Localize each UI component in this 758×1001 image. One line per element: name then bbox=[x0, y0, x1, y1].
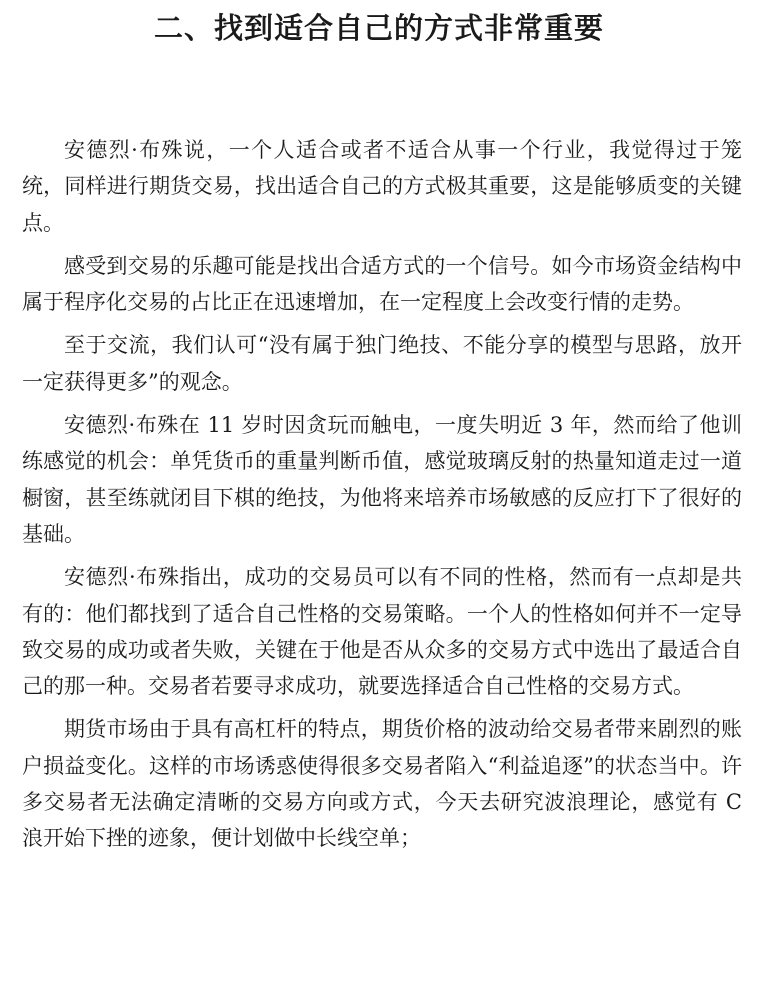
paragraph-5: 安德烈·布殊指出，成功的交易员可以有不同的性格，然而有一点却是共有的：他们都找到了适合自己性格的交易策略。一个人的性格如何并不一定导致交易的成功或者失败，关键在于他是否从众多的交易方式中选出了最适合自己的那一种。交易者若要寻求成功，就要选择适合自己性格的交易方式。 bbox=[22, 565, 742, 699]
paragraph-1: 安德烈·布殊说，一个人适合或者不适合从事一个行业，我觉得过于笼统，同样进行期货交易，找出适合自己的方式极其重要，这是能够质变的关键点。 bbox=[22, 138, 742, 235]
paragraph-3: 至于交流，我们认可“没有属于独门绝技、不能分享的模型与思路，放开一定获得更多”的观念。 bbox=[22, 333, 742, 394]
section-title: 二、找到适合自己的方式非常重要 bbox=[153, 11, 604, 45]
body-text bbox=[22, 132, 742, 857]
paragraph-2: 感受到交易的乐趣可能是找出合适方式的一个信号。如今市场资金结构中属于程序化交易的占比正在迅速增加，在一定程度上会改变行情的走势。 bbox=[22, 253, 742, 315]
paragraph-6: 期货市场由于具有高杠杆的特点，期货价格的波动给交易者带来剧烈的账户损益变化。这样的市场诱惑使得很多交易者陷入“利益追逐”的状态当中。许多交易者无法确定清晰的交易方向或方式，今天去研究波浪理论，感觉有 C 浪开始下挫的迹象，便计划做中长线空单； bbox=[22, 717, 742, 851]
paragraph-4: 安德烈·布殊在 11 岁时因贪玩而触电，一度失明近 3 年，然而给了他训练感觉的机会：单凭货币的重量判断币值，感觉玻璃反射的热量知道走过一道橱窗，甚至练就闭目下棋的绝技，为他将来培养市场敏感的反应打下了很好的基础。 bbox=[22, 413, 742, 546]
